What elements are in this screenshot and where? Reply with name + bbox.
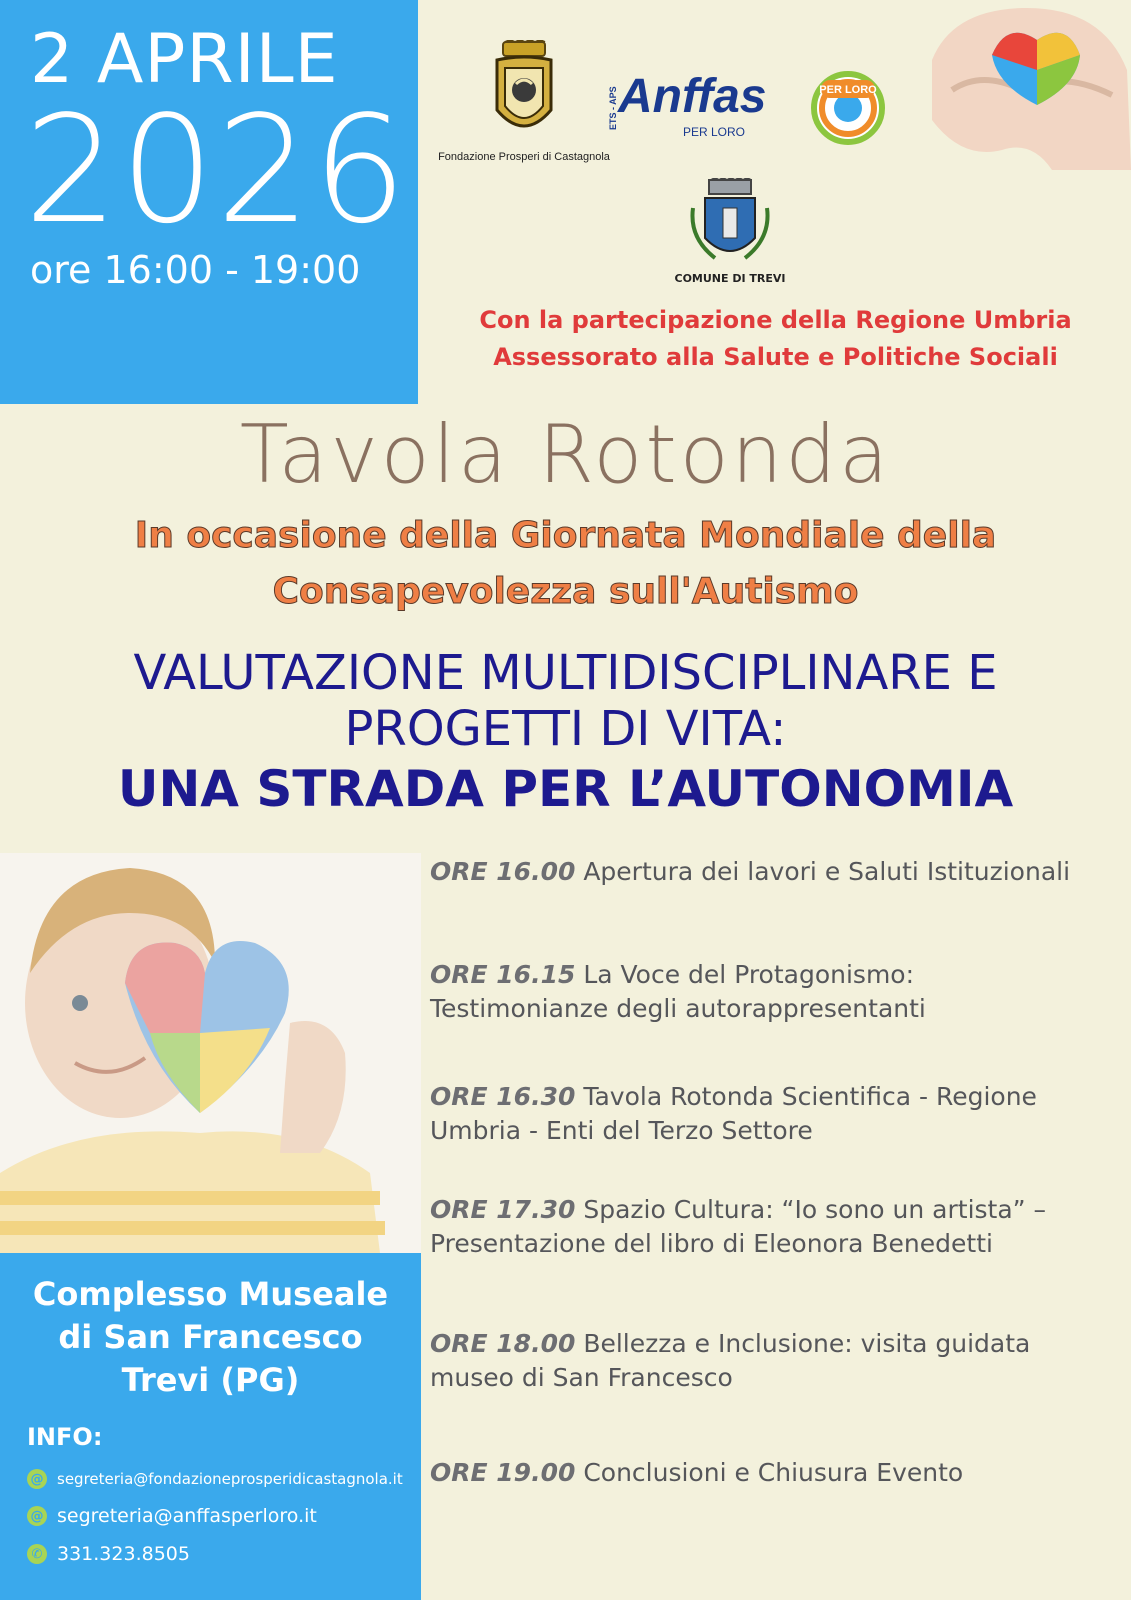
schedule-item xyxy=(430,958,1130,1026)
schedule-item xyxy=(430,855,1130,889)
anffas-tag: ETS - APS xyxy=(608,86,618,130)
occasion-line-2: Consapevolezza sull'Autismo xyxy=(272,571,859,612)
schedule-text: Bellezza e Inclusione: visita guidata xyxy=(583,1329,1031,1358)
schedule-time: ORE 16.15 xyxy=(430,960,576,989)
email-fondazione[interactable]: segreteria@fondazioneprosperidicastagnola.it xyxy=(57,1470,403,1488)
schedule-item xyxy=(430,1327,1130,1395)
fondazione-logo xyxy=(434,40,614,163)
venue-info-box xyxy=(0,1253,421,1600)
trevi-crest-icon xyxy=(685,178,775,268)
schedule-item xyxy=(430,1080,1130,1148)
participation-line-2: Assessorato alla Salute e Politiche Sociali xyxy=(493,343,1058,371)
anffas-wordmark: Anffas xyxy=(618,70,767,123)
occasion-subtitle xyxy=(0,508,1131,620)
date-box xyxy=(0,0,418,404)
schedule-text-2: Presentazione del libro di Eleonora Benedetti xyxy=(430,1229,993,1258)
anffas-logo xyxy=(608,70,908,150)
theme-heading xyxy=(0,645,1131,757)
event-year: 2026 xyxy=(24,84,409,256)
contact-email-anffas[interactable] xyxy=(27,1505,317,1527)
venue-line-3: Trevi (PG) xyxy=(121,1361,300,1399)
schedule-text: Tavola Rotonda Scientifica - Regione xyxy=(583,1082,1037,1111)
schedule-text-2: Testimonianze degli autorappresentanti xyxy=(430,994,926,1023)
participation-note xyxy=(420,302,1131,376)
trevi-caption: COMUNE DI TREVI xyxy=(674,272,786,285)
schedule-text: La Voce del Protagonismo: xyxy=(583,960,915,989)
phone-number[interactable]: 331.323.8505 xyxy=(57,1543,190,1565)
schedule-text-2: museo di San Francesco xyxy=(430,1363,733,1392)
schedule-text: Apertura dei lavori e Saluti Istituzionali xyxy=(583,857,1071,886)
at-icon: @ xyxy=(27,1506,47,1526)
venue-line-1: Complesso Museale xyxy=(32,1275,389,1313)
trevi-logo xyxy=(670,178,790,285)
schedule-time: ORE 19.00 xyxy=(430,1458,576,1487)
occasion-line-1: In occasione della Giornata Mondiale della xyxy=(134,515,997,556)
info-label: INFO: xyxy=(27,1423,103,1451)
schedule-time: ORE 17.30 xyxy=(430,1195,576,1224)
theme-line-2: PROGETTI DI VITA: xyxy=(344,701,787,757)
venue xyxy=(0,1273,421,1402)
event-time: ore 16:00 - 19:00 xyxy=(30,248,361,292)
schedule-item xyxy=(430,1193,1130,1261)
theme-line-1: VALUTAZIONE MULTIDISCIPLINARE E xyxy=(133,645,998,701)
schedule-text: Spazio Cultura: “Io sono un artista” – xyxy=(583,1195,1047,1224)
schedule-item xyxy=(430,1456,1130,1490)
schedule-time: ORE 18.00 xyxy=(430,1329,576,1358)
contact-phone[interactable] xyxy=(27,1543,190,1565)
at-icon: @ xyxy=(27,1469,47,1489)
venue-line-2: di San Francesco xyxy=(58,1318,363,1356)
phone-icon: ✆ xyxy=(27,1544,47,1564)
event-title: Tavola Rotonda xyxy=(239,408,892,501)
schedule-text-2: Umbria - Enti del Terzo Settore xyxy=(430,1116,813,1145)
crest-icon xyxy=(489,40,559,145)
schedule-text: Conclusioni e Chiusura Evento xyxy=(583,1458,964,1487)
event-date: 2 APRILE xyxy=(30,20,339,99)
participation-line-1: Con la partecipazione della Regione Umbria xyxy=(479,306,1072,334)
hands-heart-image xyxy=(912,0,1131,170)
email-anffas[interactable]: segreteria@anffasperloro.it xyxy=(57,1505,317,1527)
child-heart-photo xyxy=(0,853,421,1253)
fondazione-caption: Fondazione Prosperi di Castagnola xyxy=(438,151,610,163)
perloro-badge: PER LORO xyxy=(819,84,877,96)
theme-line-3: UNA STRADA PER L’AUTONOMIA xyxy=(117,760,1014,818)
schedule-time: ORE 16.30 xyxy=(430,1082,576,1111)
schedule-time: ORE 16.00 xyxy=(430,857,576,886)
contact-email-fondazione[interactable] xyxy=(27,1469,403,1489)
anffas-sub: PER LORO xyxy=(683,125,746,139)
